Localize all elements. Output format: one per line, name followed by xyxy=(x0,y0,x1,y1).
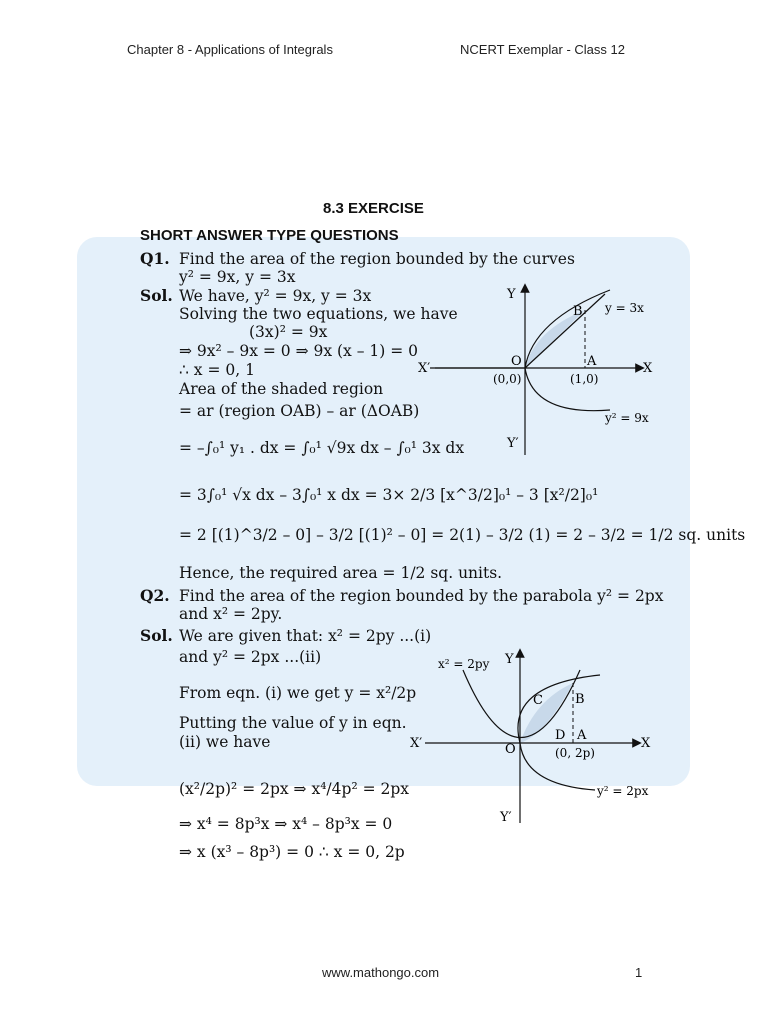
graph2-label-y: Y xyxy=(505,652,514,667)
q2-step-8: ⇒ x (x³ – 8p³) = 0 ∴ x = 0, 2p xyxy=(179,843,405,861)
graph2-label-d: D xyxy=(555,728,566,743)
q2-step-1: We are given that: x² = 2py ...(i) xyxy=(179,627,432,645)
graph2-label-curve1: x² = 2py xyxy=(438,657,490,671)
q1-step-9: = 3∫₀¹ √x dx – 3∫₀¹ x dx = 3× 2/3 [x^3/2]₀¹ – 3 [x²/2]₀¹ xyxy=(179,486,599,504)
q1-step-2: Solving the two equations, we have xyxy=(179,305,458,323)
q1-step-11: Hence, the required area = 1/2 sq. units. xyxy=(179,564,503,582)
graph2-label-y-neg: Y′ xyxy=(500,810,512,825)
graph1-label-parabola: y² = 9x xyxy=(605,411,649,425)
graph2-label-o: O xyxy=(505,742,516,757)
q1-step-3: (3x)² = 9x xyxy=(249,323,328,341)
q2-sol-label: Sol. xyxy=(140,626,173,645)
q1-sol-label: Sol. xyxy=(140,286,173,305)
graph1-label-x: X xyxy=(643,361,653,376)
q1-step-8: = –∫₀¹ y₁ . dx = ∫₀¹ √9x dx – ∫₀¹ 3x dx xyxy=(179,439,465,457)
graph2-label-a-coord: (0, 2p) xyxy=(555,746,595,760)
graph2-label-c: C xyxy=(533,693,543,708)
footer-url: www.mathongo.com xyxy=(322,965,440,980)
header-class: NCERT Exemplar - Class 12 xyxy=(460,42,625,57)
q2-question-line1: Find the area of the region bounded by the parabola y² = 2px xyxy=(179,587,664,605)
q1-label: Q1. xyxy=(140,249,170,268)
graph1-label-x-neg: X′ xyxy=(418,361,431,376)
q1-step-6: Area of the shaded region xyxy=(179,380,384,398)
graph1-label-origin-coord: (0,0) xyxy=(493,372,522,386)
q2-step-3: From eqn. (i) we get y = x²/2p xyxy=(179,684,417,702)
q1-step-1: We have, y² = 9x, y = 3x xyxy=(179,287,372,305)
q1-step-5: ∴ x = 0, 1 xyxy=(179,361,255,379)
graph1-label-a-coord: (1,0) xyxy=(570,372,599,386)
section-subtitle: SHORT ANSWER TYPE QUESTIONS xyxy=(140,227,399,244)
graph2-label-x-neg: X′ xyxy=(410,736,423,751)
q1-step-7: = ar (region OAB) – ar (ΔOAB) xyxy=(179,402,420,420)
graph1-label-a: A xyxy=(587,354,597,369)
q1-question-line1: Find the area of the region bounded by the curves xyxy=(179,250,575,268)
q2-label: Q2. xyxy=(140,586,170,605)
q2-step-6: (x²/2p)² = 2px ⇒ x⁴/4p² = 2px xyxy=(179,780,410,798)
footer-page-number: 1 xyxy=(635,965,643,980)
graph2-label-b: B xyxy=(575,692,585,707)
q1-step-4: ⇒ 9x² – 9x = 0 ⇒ 9x (x – 1) = 0 xyxy=(179,342,419,360)
graph1-label-b: B xyxy=(573,304,583,319)
graph1-label-y-neg: Y′ xyxy=(507,436,519,451)
graph2-label-curve2: y² = 2px xyxy=(597,784,649,798)
section-title: 8.3 EXERCISE xyxy=(323,200,424,217)
graph2-svg xyxy=(405,645,665,830)
q2-step-4: Putting the value of y in eqn. xyxy=(179,714,407,732)
q2-step-5: (ii) we have xyxy=(179,733,271,751)
q1-question-line2: y² = 9x, y = 3x xyxy=(179,268,296,286)
q2-step-7: ⇒ x⁴ = 8p³x ⇒ x⁴ – 8p³x = 0 xyxy=(179,815,393,833)
graph2-label-a: A xyxy=(577,728,587,743)
q2-step-2: and y² = 2px ...(ii) xyxy=(179,648,322,666)
graph1-label-line: y = 3x xyxy=(605,301,644,315)
graph2-label-x: X xyxy=(641,736,651,751)
graph1-label-y: Y xyxy=(507,287,516,302)
header-chapter: Chapter 8 - Applications of Integrals xyxy=(127,42,333,57)
q2-question-line2: and x² = 2py. xyxy=(179,605,283,623)
graph1-svg xyxy=(415,280,675,460)
graph1-label-o: O xyxy=(511,354,522,369)
q1-step-10: = 2 [(1)^3/2 – 0] – 3/2 [(1)² – 0] = 2(1) – 3/2 (1) = 2 – 3/2 = 1/2 sq. units xyxy=(179,526,746,544)
